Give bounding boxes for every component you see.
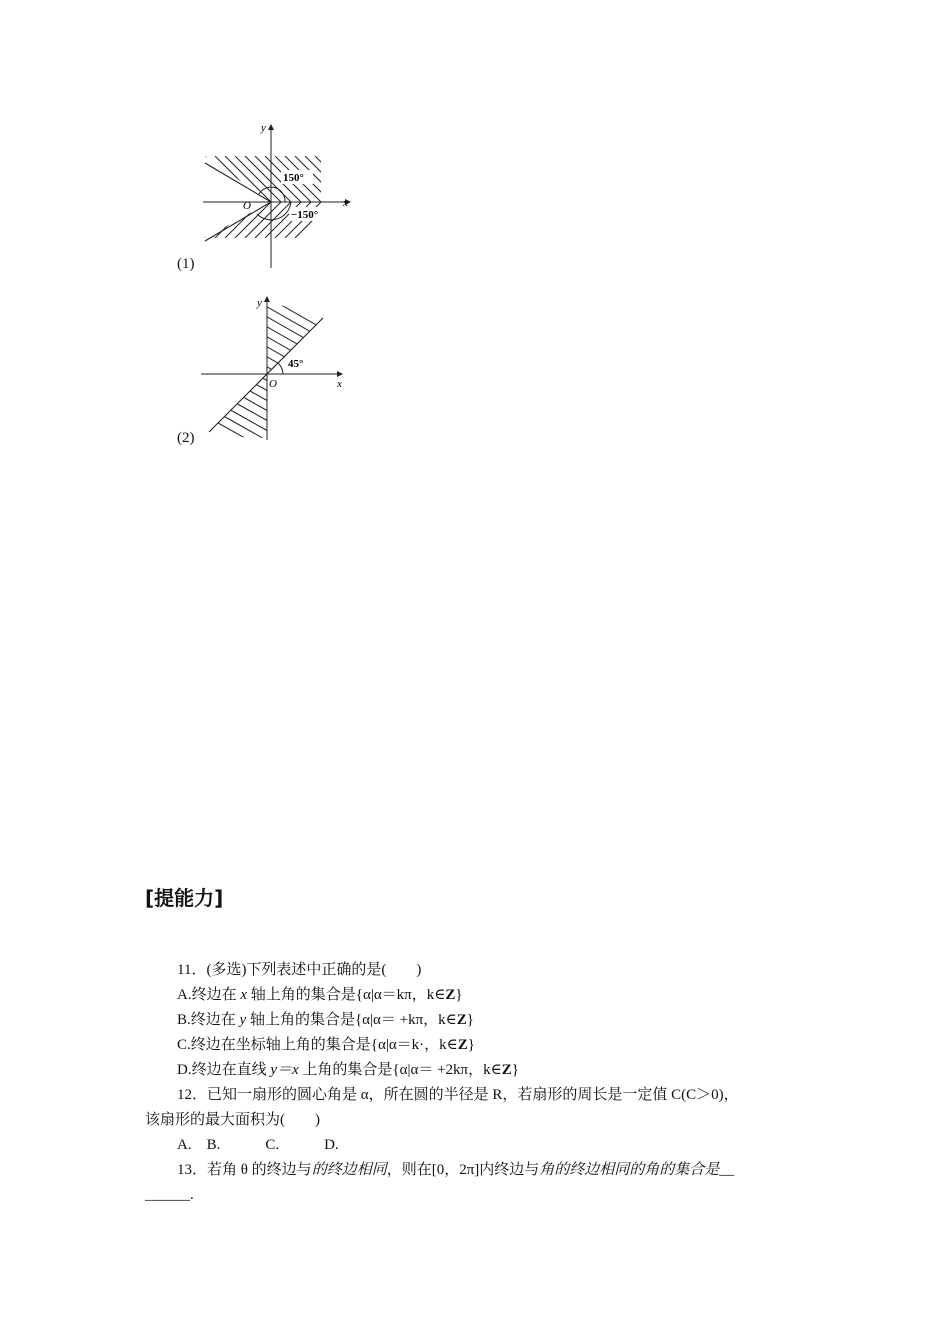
fig2-y-label: y	[257, 297, 262, 309]
fig2-x-label: x	[337, 378, 342, 390]
fig1-angle-neg150: −150°	[291, 209, 319, 221]
q11-option-c: C.终边在坐标轴上角的集合是{α|α＝k·，k∈Z}	[177, 1037, 475, 1053]
q11-option-a: A.终边在 x 轴上角的集合是{α|α＝kπ，k∈Z}	[177, 987, 463, 1003]
fig2-angle-45: 45°	[288, 358, 304, 370]
q13-line-2: ______.	[145, 1187, 194, 1203]
q11-option-d: D.终边在直线 y＝x 上角的集合是{α|α＝ +2kπ，k∈Z}	[177, 1062, 519, 1078]
figure-2	[195, 290, 355, 450]
section-title: [提能力]	[145, 886, 224, 910]
fig2-origin-label: O	[269, 378, 277, 390]
q11-stem: 11．(多选)下列表述中正确的是( )	[177, 962, 422, 978]
q12-line-2: 该扇形的最大面积为( )	[145, 1112, 320, 1128]
fig1-angle-150: 150°	[283, 172, 304, 184]
fig1-origin-label: O	[243, 200, 251, 212]
figure-2-label: (2)	[177, 430, 195, 446]
fig1-y-label: y	[261, 122, 266, 134]
fig1-x-label: x	[343, 197, 348, 209]
figure-1	[195, 118, 360, 273]
q12-line-1: 12．已知一扇形的圆心角是 α，所在圆的半径是 R，若扇形的周长是一定值 C(C＞0)，	[177, 1087, 739, 1103]
q13-line-1: 13．若角 θ 的终边与的终边相同，则在[0，2π]内终边与角的终边相同的角的集合是__	[177, 1162, 735, 1178]
q12-options: A. B. C. D.	[177, 1137, 339, 1153]
figure-1-label: (1)	[177, 256, 195, 272]
q11-option-b: B.终边在 y 轴上角的集合是{α|α＝ +kπ，k∈Z}	[177, 1012, 474, 1028]
